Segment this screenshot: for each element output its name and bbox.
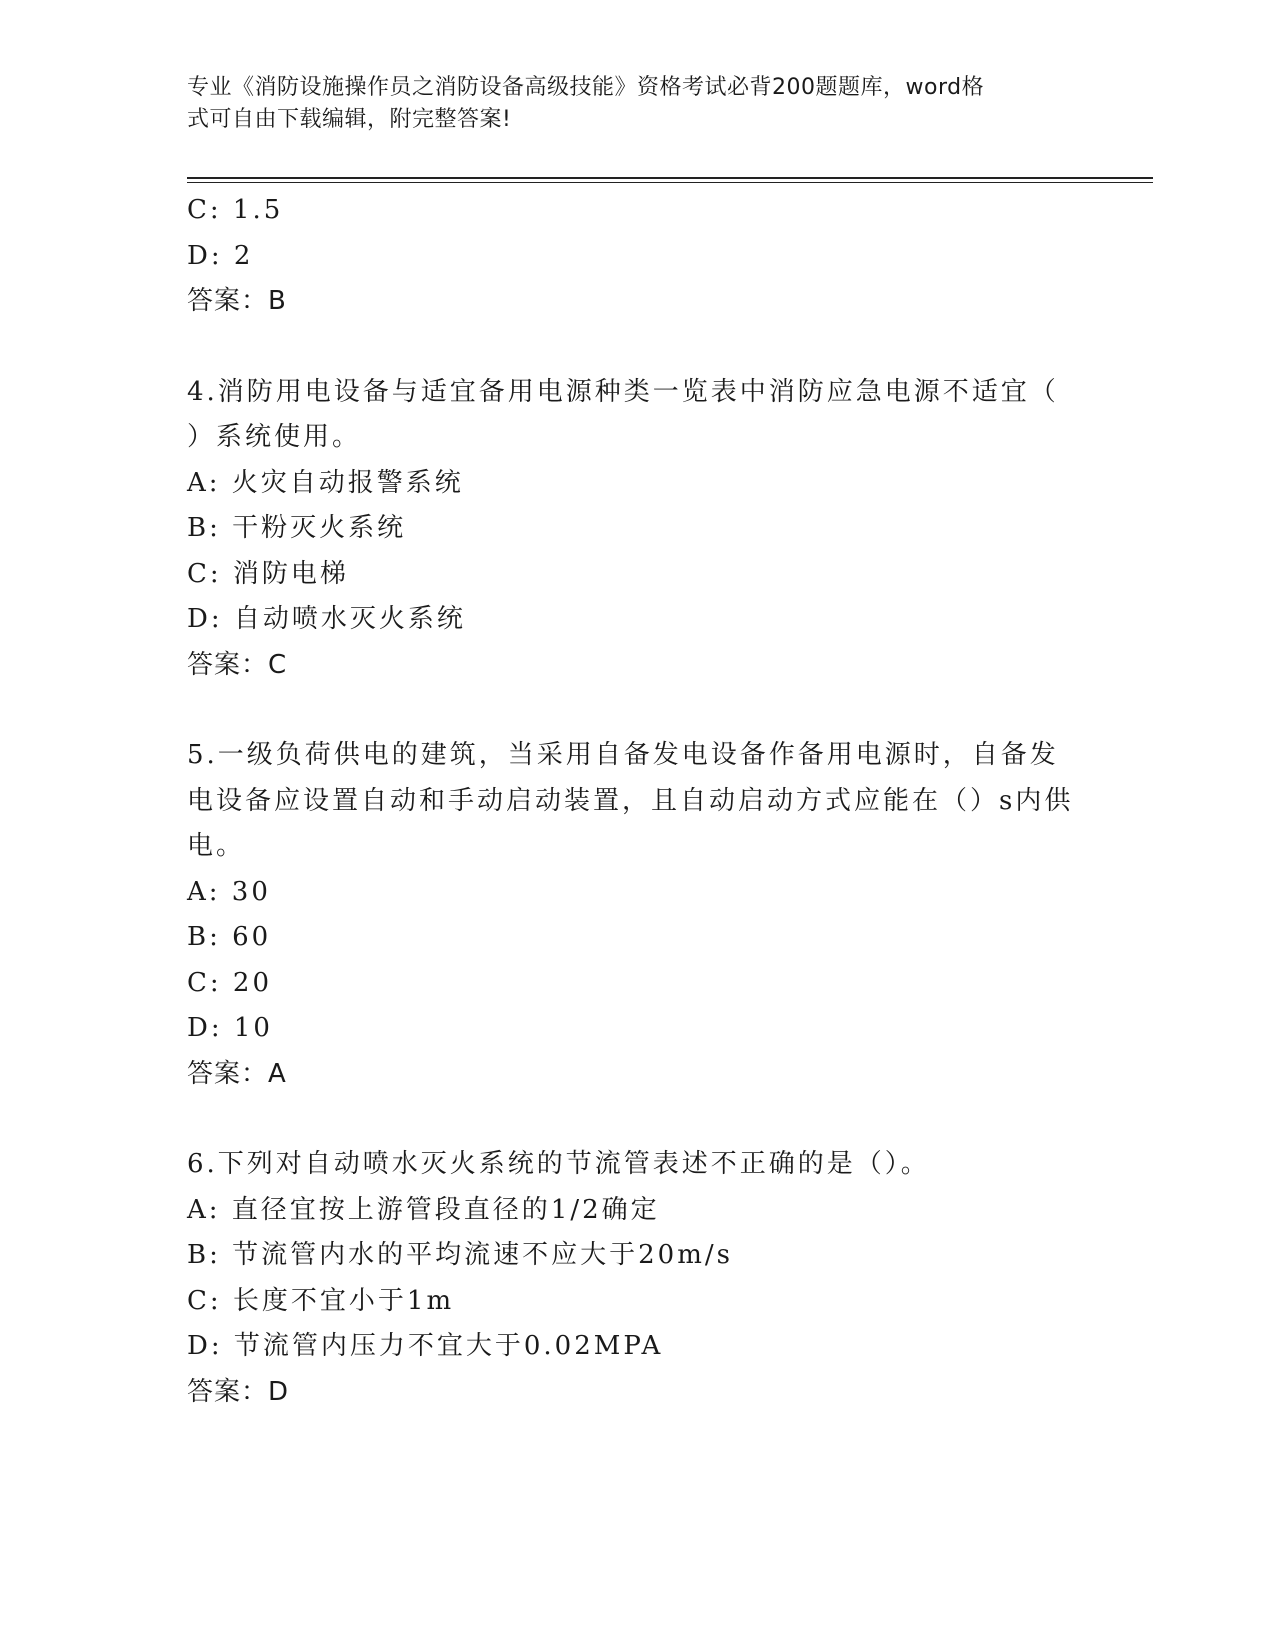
question-5 xyxy=(187,733,1087,1097)
question-stem-line: 电。 xyxy=(187,831,246,861)
question-stem-line: 5.一级负荷供电的建筑，当采用自备发电设备作备用电源时，自备发 xyxy=(187,740,1059,770)
option-a: A: 火灾自动报警系统 xyxy=(187,467,464,498)
question-stem-line: 6.下列对自动喷水灭火系统的节流管表述不正确的是（）。 xyxy=(187,1149,930,1179)
option-a: A: 30 xyxy=(187,876,271,907)
document-header xyxy=(187,72,1067,136)
option-a: A: 直径宜按上游管段直径的1/2确定 xyxy=(187,1194,660,1225)
option-d: D: 自动喷水灭火系统 xyxy=(187,604,466,634)
option-d: D: 2 xyxy=(187,240,254,271)
option-d: D: 10 xyxy=(187,1013,273,1043)
header-divider xyxy=(187,177,1153,183)
answer-line: 答案：B xyxy=(187,286,287,316)
option-d: D: 节流管内压力不宜大于0.02MPA xyxy=(187,1331,664,1361)
question-stem-line: 电设备应设置自动和手动启动装置，且自动启动方式应能在（）s内供 xyxy=(187,785,1074,816)
option-c: C: 20 xyxy=(187,967,273,998)
question-stem-line: 4.消防用电设备与适宜备用电源种类一览表中消防应急电源不适宜（ xyxy=(187,376,1059,407)
question-list xyxy=(187,188,1087,1415)
option-b: B: 干粉灭火系统 xyxy=(187,513,407,543)
header-title-line-2: 式可自由下载编辑，附完整答案! xyxy=(187,107,512,132)
option-b: B: 60 xyxy=(187,922,272,952)
header-title-line-1: 专业《消防设施操作员之消防设备高级技能》资格考试必背200题题库，word格 xyxy=(187,75,985,100)
question-6 xyxy=(187,1142,1087,1415)
question-stem-line: ）系统使用。 xyxy=(187,422,362,452)
option-c: C: 1.5 xyxy=(187,195,284,225)
option-b: B: 节流管内水的平均流速不应大于20m/s xyxy=(187,1240,733,1270)
answer-line: 答案：D xyxy=(187,1376,290,1407)
question-4 xyxy=(187,370,1087,689)
option-c: C: 消防电梯 xyxy=(187,558,349,589)
answer-line: 答案：A xyxy=(187,1058,287,1089)
answer-line: 答案：C xyxy=(187,649,288,680)
question-3-tail xyxy=(187,188,1087,325)
option-c: C: 长度不宜小于1m xyxy=(187,1285,455,1316)
